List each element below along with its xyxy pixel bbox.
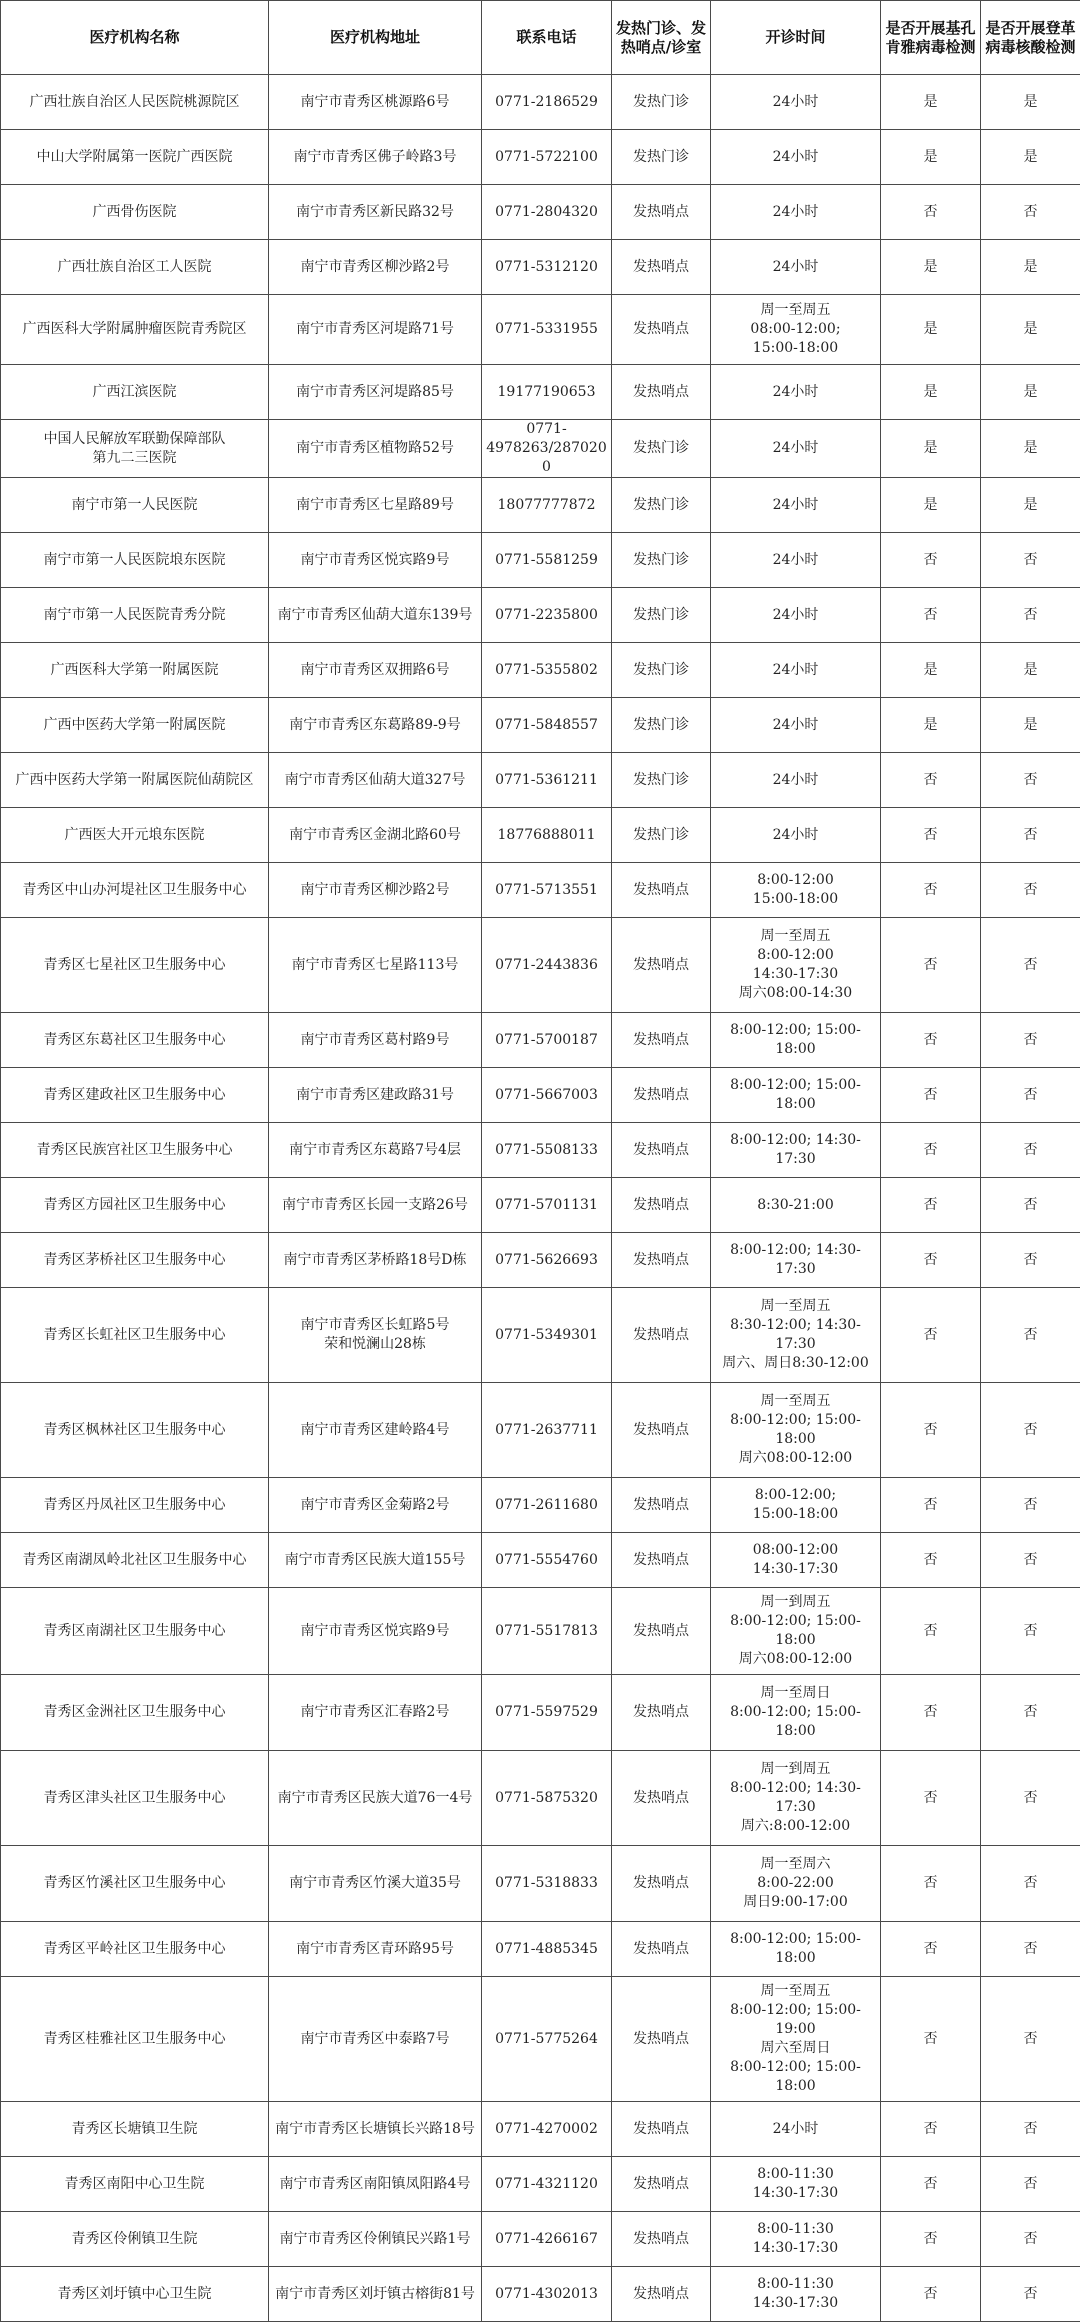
cell-dengue-test: 否 [981,1383,1080,1478]
cell-hours: 24小时 [711,365,881,420]
cell-chikungunya-test: 否 [881,1288,981,1383]
cell-hours: 8:00-12:00; 15:00- 18:00 [711,1922,881,1977]
cell-hours: 周一到周五 8:00-12:00; 14:30- 17:30 周六:8:00-12:00 [711,1751,881,1846]
cell-phone: 0771-5318833 [482,1846,612,1922]
cell-type: 发热哨点 [612,185,711,240]
cell-address: 南宁市青秀区佛子岭路3号 [269,130,482,185]
table-row [1,1846,1080,1922]
cell-name: 广西骨伤医院 [1,185,269,240]
cell-name: 青秀区金洲社区卫生服务中心 [1,1675,269,1751]
cell-name: 广西医大开元埌东医院 [1,808,269,863]
cell-hours: 24小时 [711,698,881,753]
cell-chikungunya-test: 否 [881,588,981,643]
cell-type: 发热哨点 [612,2102,711,2157]
cell-address: 南宁市青秀区青环路95号 [269,1922,482,1977]
table-row [1,1478,1080,1533]
cell-type: 发热哨点 [612,1478,711,1533]
table-row [1,1533,1080,1588]
cell-dengue-test: 是 [981,420,1080,478]
cell-type: 发热哨点 [612,1178,711,1233]
cell-name: 广西医科大学附属肿瘤医院青秀院区 [1,295,269,365]
cell-phone: 0771-5355802 [482,643,612,698]
cell-phone: 0771-5626693 [482,1233,612,1288]
cell-dengue-test: 否 [981,1533,1080,1588]
cell-name: 青秀区平岭社区卫生服务中心 [1,1922,269,1977]
cell-type: 发热哨点 [612,2267,711,2322]
cell-hours: 8:00-11:30 14:30-17:30 [711,2267,881,2322]
table-row [1,130,1080,185]
cell-phone: 0771-5554760 [482,1533,612,1588]
cell-hours: 24小时 [711,808,881,863]
cell-type: 发热哨点 [612,1751,711,1846]
cell-address: 南宁市青秀区东葛路89-9号 [269,698,482,753]
cell-hours: 8:00-12:00; 15:00- 18:00 [711,1013,881,1068]
cell-type: 发热哨点 [612,1533,711,1588]
cell-phone: 0771-5667003 [482,1068,612,1123]
cell-hours: 8:00-12:00; 15:00- 18:00 [711,1068,881,1123]
cell-dengue-test: 否 [981,1977,1080,2102]
cell-hours: 8:00-12:00; 14:30- 17:30 [711,1233,881,1288]
cell-address: 南宁市青秀区柳沙路2号 [269,863,482,918]
cell-type: 发热哨点 [612,918,711,1013]
cell-dengue-test: 是 [981,365,1080,420]
cell-hours: 24小时 [711,420,881,478]
cell-address: 南宁市青秀区悦宾路9号 [269,533,482,588]
cell-dengue-test: 是 [981,295,1080,365]
table-row [1,2157,1080,2212]
cell-type: 发热门诊 [612,753,711,808]
cell-chikungunya-test: 是 [881,643,981,698]
cell-dengue-test: 否 [981,753,1080,808]
cell-phone: 0771-5875320 [482,1751,612,1846]
cell-phone: 0771-5581259 [482,533,612,588]
cell-chikungunya-test: 是 [881,478,981,533]
cell-hours: 24小时 [711,643,881,698]
cell-type: 发热哨点 [612,2157,711,2212]
cell-name: 青秀区南湖社区卫生服务中心 [1,1588,269,1675]
cell-chikungunya-test: 否 [881,1123,981,1178]
cell-chikungunya-test: 否 [881,1922,981,1977]
table-row [1,1233,1080,1288]
cell-dengue-test: 否 [981,2212,1080,2267]
cell-phone: 0771-2804320 [482,185,612,240]
cell-address: 南宁市青秀区竹溪大道35号 [269,1846,482,1922]
cell-dengue-test: 否 [981,1751,1080,1846]
cell-chikungunya-test: 否 [881,863,981,918]
cell-hours: 24小时 [711,753,881,808]
cell-dengue-test: 否 [981,1068,1080,1123]
cell-type: 发热哨点 [612,1123,711,1178]
table-row [1,240,1080,295]
table-row [1,478,1080,533]
cell-chikungunya-test: 是 [881,75,981,130]
cell-chikungunya-test: 否 [881,1977,981,2102]
cell-name: 广西壮族自治区工人医院 [1,240,269,295]
table-row [1,2102,1080,2157]
cell-chikungunya-test: 是 [881,240,981,295]
cell-chikungunya-test: 是 [881,365,981,420]
cell-dengue-test: 是 [981,75,1080,130]
header-phone: 联系电话 [482,1,612,75]
cell-address: 南宁市青秀区柳沙路2号 [269,240,482,295]
cell-type: 发热哨点 [612,863,711,918]
cell-phone: 19177190653 [482,365,612,420]
cell-hours: 24小时 [711,2102,881,2157]
cell-address: 南宁市青秀区七星路113号 [269,918,482,1013]
cell-chikungunya-test: 否 [881,2102,981,2157]
cell-address: 南宁市青秀区建岭路4号 [269,1383,482,1478]
cell-phone: 0771-5331955 [482,295,612,365]
header-hours: 开诊时间 [711,1,881,75]
table-row [1,2212,1080,2267]
cell-dengue-test: 否 [981,918,1080,1013]
cell-hours: 周一至周五 8:00-12:00; 15:00- 19:00 周六至周日 8:00-12:00; 15:00- 18:00 [711,1977,881,2102]
cell-dengue-test: 是 [981,698,1080,753]
cell-chikungunya-test: 是 [881,698,981,753]
cell-phone: 0771-2443836 [482,918,612,1013]
cell-name: 青秀区东葛社区卫生服务中心 [1,1013,269,1068]
cell-chikungunya-test: 否 [881,918,981,1013]
header-chikungunya-test: 是否开展基孔 肯雅病毒检测 [881,1,981,75]
cell-address: 南宁市青秀区汇春路2号 [269,1675,482,1751]
cell-name: 青秀区桂雅社区卫生服务中心 [1,1977,269,2102]
cell-dengue-test: 否 [981,1478,1080,1533]
table-row [1,295,1080,365]
cell-name: 广西医科大学第一附属医院 [1,643,269,698]
cell-phone: 0771-5349301 [482,1288,612,1383]
table-row [1,918,1080,1013]
table-row [1,808,1080,863]
cell-phone: 0771-2611680 [482,1478,612,1533]
header-row [1,1,1080,75]
cell-name: 青秀区长塘镇卫生院 [1,2102,269,2157]
cell-name: 青秀区民族宫社区卫生服务中心 [1,1123,269,1178]
cell-hours: 周一至周五 8:00-12:00 14:30-17:30 周六08:00-14:30 [711,918,881,1013]
cell-dengue-test: 否 [981,1588,1080,1675]
cell-phone: 0771-4270002 [482,2102,612,2157]
cell-name: 青秀区刘圩镇中心卫生院 [1,2267,269,2322]
cell-hours: 周一至周日 8:00-12:00; 15:00- 18:00 [711,1675,881,1751]
cell-name: 广西中医药大学第一附属医院 [1,698,269,753]
header-name: 医疗机构名称 [1,1,269,75]
cell-type: 发热哨点 [612,1383,711,1478]
header-type: 发热门诊、发 热哨点/诊室 [612,1,711,75]
cell-hours: 8:00-12:00; 15:00-18:00 [711,1478,881,1533]
cell-address: 南宁市青秀区中泰路7号 [269,1977,482,2102]
cell-name: 中山大学附属第一医院广西医院 [1,130,269,185]
cell-type: 发热门诊 [612,643,711,698]
cell-dengue-test: 否 [981,1123,1080,1178]
table-row [1,185,1080,240]
cell-phone: 0771-4302013 [482,2267,612,2322]
table-row [1,1013,1080,1068]
cell-type: 发热哨点 [612,1846,711,1922]
cell-address: 南宁市青秀区桃源路6号 [269,75,482,130]
cell-name: 青秀区中山办河堤社区卫生服务中心 [1,863,269,918]
cell-chikungunya-test: 否 [881,1675,981,1751]
table-row [1,1922,1080,1977]
cell-dengue-test: 否 [981,808,1080,863]
cell-phone: 0771-5517813 [482,1588,612,1675]
cell-dengue-test: 否 [981,1922,1080,1977]
cell-phone: 0771-5700187 [482,1013,612,1068]
cell-phone: 0771- 4978263/2870200 [482,420,612,478]
cell-phone: 0771-5361211 [482,753,612,808]
cell-name: 青秀区长虹社区卫生服务中心 [1,1288,269,1383]
cell-hours: 8:00-12:00; 14:30- 17:30 [711,1123,881,1178]
cell-address: 南宁市青秀区刘圩镇古榕街81号 [269,2267,482,2322]
cell-address: 南宁市青秀区长虹路5号 荣和悦澜山28栋 [269,1288,482,1383]
cell-dengue-test: 是 [981,643,1080,698]
cell-address: 南宁市青秀区河堤路85号 [269,365,482,420]
table-row [1,1288,1080,1383]
cell-name: 广西中医药大学第一附属医院仙葫院区 [1,753,269,808]
table-row [1,753,1080,808]
cell-name: 青秀区伶俐镇卫生院 [1,2212,269,2267]
cell-hours: 24小时 [711,478,881,533]
cell-phone: 0771-5312120 [482,240,612,295]
cell-address: 南宁市青秀区双拥路6号 [269,643,482,698]
cell-type: 发热门诊 [612,533,711,588]
cell-name: 南宁市第一人民医院 [1,478,269,533]
cell-type: 发热哨点 [612,1233,711,1288]
cell-hours: 8:00-12:00 15:00-18:00 [711,863,881,918]
cell-hours: 周一至周五 8:00-12:00; 15:00- 18:00 周六08:00-12:00 [711,1383,881,1478]
cell-phone: 18776888011 [482,808,612,863]
cell-chikungunya-test: 否 [881,1233,981,1288]
cell-name: 南宁市第一人民医院青秀分院 [1,588,269,643]
cell-dengue-test: 否 [981,1013,1080,1068]
cell-type: 发热门诊 [612,478,711,533]
cell-type: 发热哨点 [612,1013,711,1068]
table-row [1,1123,1080,1178]
header-dengue-test: 是否开展登革 病毒核酸检测 [981,1,1080,75]
cell-type: 发热哨点 [612,1588,711,1675]
cell-name: 青秀区枫林社区卫生服务中心 [1,1383,269,1478]
table-row [1,2267,1080,2322]
cell-type: 发热门诊 [612,75,711,130]
cell-dengue-test: 否 [981,1846,1080,1922]
cell-phone: 0771-4885345 [482,1922,612,1977]
cell-address: 南宁市青秀区仙葫大道东139号 [269,588,482,643]
cell-chikungunya-test: 否 [881,1533,981,1588]
cell-name: 青秀区七星社区卫生服务中心 [1,918,269,1013]
cell-dengue-test: 否 [981,2157,1080,2212]
table-row [1,1068,1080,1123]
cell-name: 青秀区津头社区卫生服务中心 [1,1751,269,1846]
cell-type: 发热门诊 [612,130,711,185]
cell-address: 南宁市青秀区民族大道155号 [269,1533,482,1588]
cell-chikungunya-test: 否 [881,1178,981,1233]
cell-name: 青秀区丹凤社区卫生服务中心 [1,1478,269,1533]
cell-hours: 24小时 [711,185,881,240]
cell-hours: 24小时 [711,130,881,185]
cell-type: 发热哨点 [612,365,711,420]
cell-address: 南宁市青秀区建政路31号 [269,1068,482,1123]
table-body [1,75,1080,2322]
cell-phone: 0771-5701131 [482,1178,612,1233]
cell-hours: 08:00-12:00 14:30-17:30 [711,1533,881,1588]
cell-chikungunya-test: 否 [881,533,981,588]
cell-address: 南宁市青秀区东葛路7号4层 [269,1123,482,1178]
cell-chikungunya-test: 否 [881,2212,981,2267]
table-row [1,365,1080,420]
cell-chikungunya-test: 否 [881,1013,981,1068]
cell-phone: 0771-5848557 [482,698,612,753]
cell-chikungunya-test: 否 [881,753,981,808]
cell-type: 发热门诊 [612,420,711,478]
cell-type: 发热哨点 [612,1675,711,1751]
cell-chikungunya-test: 否 [881,1478,981,1533]
cell-name: 广西壮族自治区人民医院桃源院区 [1,75,269,130]
cell-name: 青秀区建政社区卫生服务中心 [1,1068,269,1123]
cell-address: 南宁市青秀区金菊路2号 [269,1478,482,1533]
table-row [1,75,1080,130]
cell-chikungunya-test: 否 [881,185,981,240]
cell-dengue-test: 否 [981,1178,1080,1233]
cell-dengue-test: 否 [981,2267,1080,2322]
table-row [1,1383,1080,1478]
cell-chikungunya-test: 否 [881,1588,981,1675]
cell-dengue-test: 否 [981,185,1080,240]
table-row [1,698,1080,753]
cell-address: 南宁市青秀区河堤路71号 [269,295,482,365]
cell-name: 中国人民解放军联勤保障部队 第九二三医院 [1,420,269,478]
cell-chikungunya-test: 是 [881,420,981,478]
cell-name: 青秀区南湖凤岭北社区卫生服务中心 [1,1533,269,1588]
cell-dengue-test: 否 [981,1233,1080,1288]
cell-phone: 0771-5722100 [482,130,612,185]
cell-dengue-test: 否 [981,1675,1080,1751]
cell-phone: 0771-4266167 [482,2212,612,2267]
cell-type: 发热哨点 [612,295,711,365]
cell-hours: 24小时 [711,588,881,643]
cell-address: 南宁市青秀区伶俐镇民兴路1号 [269,2212,482,2267]
cell-dengue-test: 否 [981,2102,1080,2157]
cell-dengue-test: 否 [981,863,1080,918]
cell-type: 发热哨点 [612,240,711,295]
cell-address: 南宁市青秀区民族大道76一4号 [269,1751,482,1846]
cell-address: 南宁市青秀区长塘镇长兴路18号 [269,2102,482,2157]
cell-type: 发热哨点 [612,1977,711,2102]
cell-phone: 0771-5775264 [482,1977,612,2102]
cell-hours: 8:00-11:30 14:30-17:30 [711,2157,881,2212]
cell-address: 南宁市青秀区茅桥路18号D栋 [269,1233,482,1288]
cell-address: 南宁市青秀区七星路89号 [269,478,482,533]
table-row [1,1588,1080,1675]
cell-phone: 0771-2186529 [482,75,612,130]
cell-chikungunya-test: 是 [881,130,981,185]
cell-chikungunya-test: 否 [881,1383,981,1478]
cell-address: 南宁市青秀区金湖北路60号 [269,808,482,863]
cell-name: 青秀区竹溪社区卫生服务中心 [1,1846,269,1922]
cell-hours: 24小时 [711,75,881,130]
cell-type: 发热哨点 [612,1922,711,1977]
table-row [1,420,1080,478]
cell-name: 南宁市第一人民医院埌东医院 [1,533,269,588]
cell-dengue-test: 否 [981,588,1080,643]
cell-type: 发热哨点 [612,1288,711,1383]
cell-phone: 0771-2235800 [482,588,612,643]
cell-address: 南宁市青秀区仙葫大道327号 [269,753,482,808]
table-row [1,1977,1080,2102]
cell-address: 南宁市青秀区悦宾路9号 [269,1588,482,1675]
cell-type: 发热门诊 [612,808,711,863]
table-row [1,533,1080,588]
cell-phone: 0771-5713551 [482,863,612,918]
cell-phone: 0771-4321120 [482,2157,612,2212]
cell-address: 南宁市青秀区南阳镇凤阳路4号 [269,2157,482,2212]
cell-type: 发热哨点 [612,2212,711,2267]
cell-dengue-test: 否 [981,1288,1080,1383]
cell-phone: 0771-5508133 [482,1123,612,1178]
cell-dengue-test: 是 [981,130,1080,185]
table-row [1,1675,1080,1751]
table-row [1,1751,1080,1846]
table-row [1,863,1080,918]
cell-name: 广西江滨医院 [1,365,269,420]
cell-dengue-test: 否 [981,533,1080,588]
header-address: 医疗机构地址 [269,1,482,75]
cell-chikungunya-test: 否 [881,2267,981,2322]
cell-address: 南宁市青秀区植物路52号 [269,420,482,478]
cell-dengue-test: 是 [981,478,1080,533]
cell-phone: 18077777872 [482,478,612,533]
cell-type: 发热哨点 [612,1068,711,1123]
cell-chikungunya-test: 否 [881,2157,981,2212]
table-row [1,1178,1080,1233]
cell-hours: 8:00-11:30 14:30-17:30 [711,2212,881,2267]
cell-address: 南宁市青秀区葛村路9号 [269,1013,482,1068]
cell-hours: 周一至周五 8:30-12:00; 14:30- 17:30 周六、周日8:30-12:00 [711,1288,881,1383]
cell-name: 青秀区茅桥社区卫生服务中心 [1,1233,269,1288]
cell-name: 青秀区南阳中心卫生院 [1,2157,269,2212]
cell-phone: 0771-5597529 [482,1675,612,1751]
cell-name: 青秀区方园社区卫生服务中心 [1,1178,269,1233]
cell-chikungunya-test: 否 [881,1846,981,1922]
cell-chikungunya-test: 否 [881,808,981,863]
cell-type: 发热门诊 [612,588,711,643]
cell-dengue-test: 是 [981,240,1080,295]
cell-address: 南宁市青秀区新民路32号 [269,185,482,240]
table-row [1,643,1080,698]
cell-hours: 周一至周五 08:00-12:00; 15:00-18:00 [711,295,881,365]
cell-type: 发热门诊 [612,698,711,753]
cell-chikungunya-test: 否 [881,1751,981,1846]
cell-hours: 8:30-21:00 [711,1178,881,1233]
cell-hours: 24小时 [711,533,881,588]
table-row [1,588,1080,643]
cell-chikungunya-test: 是 [881,295,981,365]
cell-phone: 0771-2637711 [482,1383,612,1478]
cell-hours: 周一到周五 8:00-12:00; 15:00- 18:00 周六08:00-12:00 [711,1588,881,1675]
cell-hours: 周一至周六 8:00-22:00 周日9:00-17:00 [711,1846,881,1922]
cell-address: 南宁市青秀区长园一支路26号 [269,1178,482,1233]
cell-hours: 24小时 [711,240,881,295]
cell-chikungunya-test: 否 [881,1068,981,1123]
